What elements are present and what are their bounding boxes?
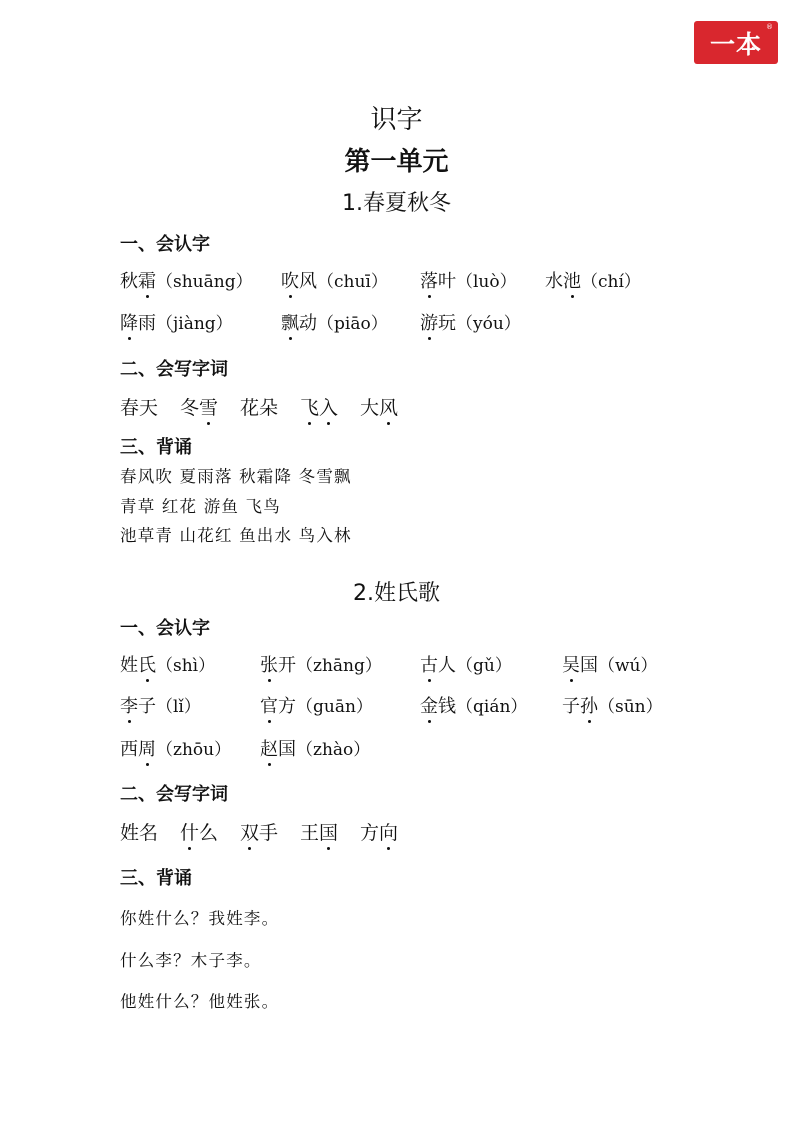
lesson2-write-item: 什么 — [180, 822, 219, 844]
lesson1-write-heading: 二、会写字词 — [120, 359, 228, 380]
lesson2-recite-line: 什么李？木子李。 — [120, 951, 262, 970]
lesson2-recognize-heading: 一、会认字 — [120, 618, 210, 639]
lesson1-recognize-heading: 一、会认字 — [120, 234, 210, 255]
lesson2-recognize-item: 官方（guān） — [260, 696, 373, 717]
lesson2-recite-line: 他姓什么？他姓张。 — [120, 992, 280, 1011]
lesson1-recognize-item: 飘动（piāo） — [281, 313, 388, 334]
lesson2-recognize-item: 子孙（sūn） — [562, 696, 663, 717]
lesson2-recognize-item: 西周（zhōu） — [120, 739, 232, 760]
lesson1-recite-line: 春风吹 夏雨落 秋霜降 冬雪飘 — [120, 467, 352, 486]
lesson2-recognize-item: 姓氏（shì） — [120, 655, 216, 676]
lesson1-recognize-item: 落叶（luò） — [420, 271, 517, 292]
brand-logo — [694, 21, 778, 64]
lesson2-recognize-item: 金钱（qián） — [420, 696, 528, 717]
registered-mark: ® — [766, 23, 774, 31]
lesson2-recognize-item: 李子（lǐ） — [120, 696, 201, 717]
lesson1-recognize-item: 水池（chí） — [545, 271, 641, 292]
lesson1-write-item: 大风 — [360, 397, 399, 419]
lesson1-title: 1.春夏秋冬 — [342, 191, 451, 216]
lesson1-write-item: 飞入 — [300, 397, 339, 419]
lesson1-recognize-item: 降雨（jiàng） — [120, 313, 233, 334]
lesson1-write-item: 春天 — [120, 397, 159, 419]
lesson1-recite-line: 青草 红花 游鱼 飞鸟 — [120, 497, 281, 516]
lesson1-recognize-item: 秋霜（shuāng） — [120, 271, 253, 292]
lesson2-recite-heading: 三、背诵 — [120, 868, 192, 889]
lesson2-write-item: 王国 — [300, 822, 339, 844]
lesson1-recite-line: 池草青 山花红 鱼出水 鸟入林 — [120, 526, 352, 545]
lesson1-recognize-item: 游玩（yóu） — [420, 313, 521, 334]
lesson2-recite-line: 你姓什么？我姓李。 — [120, 909, 280, 928]
page-title: 识字 — [370, 105, 423, 135]
lesson1-recognize-item: 吹风（chuī） — [281, 271, 388, 292]
logo-text: 一本 — [709, 29, 762, 59]
lesson2-recognize-item: 吴国（wú） — [562, 655, 658, 676]
lesson2-write-heading: 二、会写字词 — [120, 784, 228, 805]
lesson1-recite-heading: 三、背诵 — [120, 437, 192, 458]
lesson2-recognize-item: 赵国（zhào） — [260, 739, 371, 760]
unit-title: 第一单元 — [344, 147, 449, 177]
lesson1-write-item: 花朵 — [240, 397, 279, 419]
lesson2-recognize-item: 古人（gǔ） — [420, 655, 512, 676]
lesson2-write-item: 双手 — [240, 822, 279, 844]
lesson2-write-item: 姓名 — [120, 822, 159, 844]
lesson2-write-item: 方向 — [360, 822, 399, 844]
lesson1-write-item: 冬雪 — [180, 397, 219, 419]
lesson2-title: 2.姓氏歌 — [353, 581, 440, 606]
lesson2-recognize-item: 张开（zhāng） — [260, 655, 382, 676]
